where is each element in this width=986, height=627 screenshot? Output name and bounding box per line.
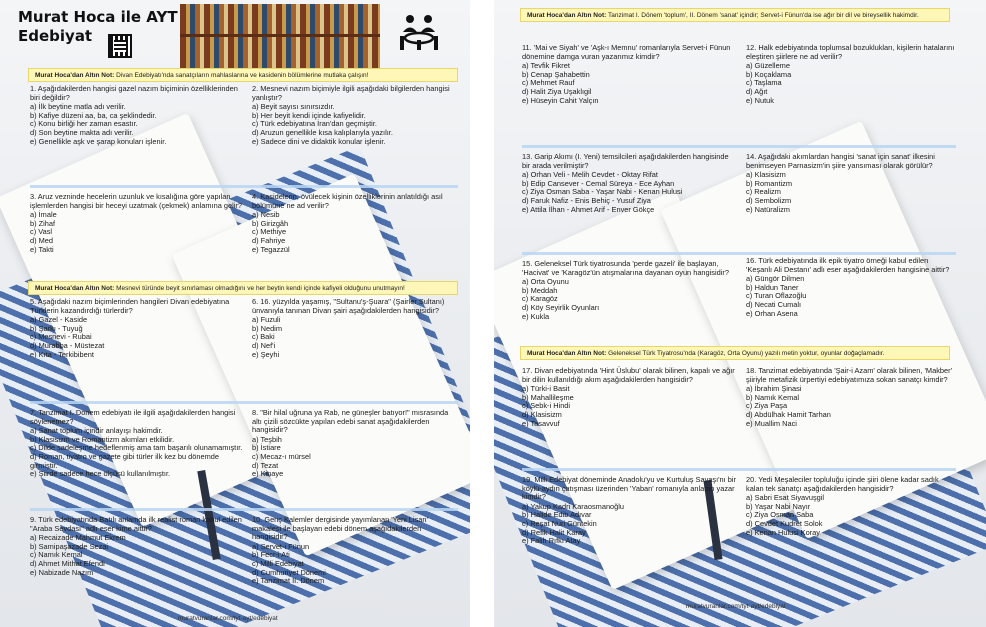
answer-option-c[interactable]: c) Karagöz — [522, 294, 558, 304]
answer-option-d[interactable]: d) Sembolizm — [746, 195, 792, 205]
answer-option-a[interactable]: a) Teşbih — [252, 434, 282, 444]
title-line-1: Murat Hoca ile AYT — [18, 8, 178, 26]
answer-option-a[interactable]: a) Orta Oyunu — [522, 277, 569, 287]
question-divider — [522, 252, 956, 255]
question-1 — [30, 85, 245, 146]
answer-option-c[interactable]: c) Namık Kemal — [30, 550, 83, 560]
answer-option-c[interactable]: c) Türk edebiyatına İran'dan geçmiştir. — [252, 119, 377, 129]
question-2 — [252, 85, 457, 146]
answer-option-b[interactable]: b) Romantizm — [746, 178, 792, 188]
answer-option-e[interactable]: e) Muallim Naci — [746, 418, 797, 428]
answer-option-c[interactable]: c) Milli Edebiyat — [252, 558, 304, 568]
answer-option-a[interactable]: a) Güngör Dilmen — [746, 274, 805, 284]
answer-option-c[interactable]: c) Reşat Nuri Güntekin — [522, 518, 597, 528]
study-group-icon — [398, 12, 440, 52]
answer-option-e[interactable]: e) Tanzimat II. Dönem — [252, 576, 325, 586]
question-7 — [30, 409, 245, 479]
golden-note-2 — [520, 346, 950, 360]
answer-option-c[interactable]: c) Ziya Osman Saba - Yaşar Nabi - Kenan Hulusi — [522, 187, 683, 197]
qr-code-icon[interactable] — [108, 34, 132, 58]
answer-option-b[interactable]: b) Kafiye düzeni aa, ba, ca şeklindedir. — [30, 110, 157, 120]
answer-option-d[interactable]: d) Med — [30, 235, 54, 245]
golden-note-label: Murat Hoca'dan Altın Not: — [527, 350, 607, 357]
golden-note-text: Divan Edebiyatı'nda sanatçıların mahlaslarına ve kasidenin bölümlerine mutlaka çalışın! — [116, 72, 369, 79]
answer-option-b[interactable]: b) Mahallileşme — [522, 392, 574, 402]
golden-note-label: Murat Hoca'dan Altın Not: — [35, 285, 115, 292]
answer-option-a[interactable]: a) Recaizade Mahmut Ekrem — [30, 533, 126, 543]
question-stem: 15. Geleneksel Türk tiyatrosunda 'perde gazeli' ile başlayan, 'Hacivat' ve 'Karagöz'ün atışmalarına dayanan oyun hangisidir? — [522, 259, 729, 277]
answer-option-b[interactable]: b) Zihaf — [30, 218, 56, 228]
answer-option-b[interactable]: b) Fecr-i Ati — [252, 550, 290, 560]
answer-option-a[interactable]: a) Beyit sayısı sınırsızdır. — [252, 102, 335, 112]
golden-note-text: Mesnevi türünde beyit sınırlaması olmadığını ve her beytin kendi içinde kafiyeli olduğunu unutmayın! — [116, 285, 405, 292]
answer-option-b[interactable]: b) Nedim — [252, 323, 282, 333]
question-stem: 16. Türk edebiyatında ilk epik tiyatro örneği kabul edilen 'Keşanlı Ali Destanı' adlı eser aşağıdakilerden hangisine aittir? — [746, 256, 950, 274]
golden-note-label: Murat Hoca'dan Altın Not: — [527, 12, 607, 19]
question-stem: 2. Mesnevi nazım biçimiyle ilgili aşağıdaki bilgilerden hangisi yanlıştır? — [252, 84, 450, 102]
answer-option-d[interactable]: d) Halit Ziya Uşaklıgil — [522, 86, 592, 96]
answer-option-b[interactable]: b) İstiare — [252, 443, 281, 453]
answer-option-e[interactable]: e) Şeyhi — [252, 349, 280, 359]
question-divider — [30, 185, 458, 188]
answer-option-c[interactable]: c) Dilde sadeleşme hedeflenmiş ama tam başarılı olunamamıştır. — [30, 443, 243, 453]
answer-option-e[interactable]: e) Tasavvuf — [522, 418, 560, 428]
answer-option-c[interactable]: c) Konu birliği her zaman esastır. — [30, 119, 138, 129]
question-stem: 18. Tanzimat edebiyatında 'Şair-i Azam' olarak bilinen, 'Makber' şiiriyle metafizik ürpertiyi edebiyatımıza sokan sanatçı kimdir? — [746, 366, 952, 384]
answer-option-e[interactable]: e) Orhan Asena — [746, 308, 798, 318]
golden-note-1 — [520, 8, 950, 22]
answer-option-b[interactable]: b) Klasisizm ve Romantizm akımları etkilidir. — [30, 434, 175, 444]
answer-option-a[interactable]: a) Sabri Esat Siyavuşgil — [746, 493, 825, 503]
answer-option-a[interactable]: a) Klasisizm — [746, 170, 786, 180]
title-line-2: Edebiyat — [18, 27, 93, 45]
answer-option-c[interactable]: c) Ziya Paşa — [746, 401, 788, 411]
question-4 — [252, 193, 457, 254]
question-stem: 12. Halk edebiyatında toplumsal bozuklukları, kişilerin hatalarını eleştiren şiirlere ne ad verilir? — [746, 43, 955, 61]
answer-option-d[interactable]: d) Ağıt — [746, 86, 768, 96]
question-20 — [746, 476, 956, 537]
answer-option-d[interactable]: d) Aruzun genellikle kısa kalıplarıyla yazılır. — [252, 127, 393, 137]
answer-option-b[interactable]: b) Koçaklama — [746, 69, 792, 79]
answer-option-b[interactable]: b) Cenap Şahabettin — [522, 69, 590, 79]
answer-option-e[interactable]: e) Tegazzül — [252, 244, 290, 254]
answer-option-e[interactable]: e) Natüralizm — [746, 204, 790, 214]
answer-option-b[interactable]: b) Halide Edib Adıvar — [522, 510, 592, 520]
worksheet-page-2 — [494, 0, 986, 627]
answer-option-e[interactable]: e) Hüseyin Cahit Yalçın — [522, 95, 599, 105]
question-16 — [746, 257, 956, 318]
answer-option-d[interactable]: d) Necati Cumalı — [746, 299, 802, 309]
question-stem: 20. Yedi Meşaleciler topluluğu içinde şiiri ölene kadar sadık kalan tek sanatçı aşağıdakilerden hangisidir? — [746, 475, 939, 493]
answer-option-d[interactable]: d) Abdülhak Hamit Tarhan — [746, 409, 831, 419]
golden-note-2 — [28, 281, 458, 295]
question-10 — [252, 516, 457, 586]
question-stem: 14. Aşağıdaki akımlardan hangisi 'sanat için sanat' ilkesini benimseyen Parnasizm'in şiire yansıması olarak görülür? — [746, 152, 935, 170]
answer-option-b[interactable]: b) Her beyit kendi içinde kafiyelidir. — [252, 110, 366, 120]
golden-note-label: Murat Hoca'dan Altın Not: — [35, 72, 115, 79]
question-stem: 13. Garip Akımı (I. Yeni) temsilcileri aşağıdakilerden hangisinde bir arada verilmiştir? — [522, 152, 729, 170]
answer-option-c[interactable]: c) Sebk-i Hindi — [522, 401, 571, 411]
question-19 — [522, 476, 737, 546]
library-bookshelf-image — [180, 4, 380, 68]
question-divider — [522, 145, 956, 148]
footer-url[interactable]: muratvuranlar.com/tyt-ayt/edebiyat — [686, 603, 786, 610]
answer-option-c[interactable]: c) Taşlama — [746, 78, 782, 88]
answer-option-e[interactable]: e) Kukla — [522, 311, 550, 321]
answer-option-b[interactable]: b) Haldun Taner — [746, 282, 799, 292]
question-stem: 3. Aruz vezninde hecelerin uzunluk ve kısalığına göre yapılan işlemlerden hangisi bir heceyi uzatmak (çekmek) anlamına gelir? — [30, 192, 242, 210]
question-17 — [522, 367, 737, 428]
answer-option-b[interactable]: b) Yaşar Nabi Nayır — [746, 501, 811, 511]
answer-option-b[interactable]: b) Samipaşazade Sezai — [30, 541, 109, 551]
answer-option-d[interactable]: d) Murabba - Müstezat — [30, 340, 105, 350]
answer-option-e[interactable]: e) Sadece dini ve didaktik konular işlenir. — [252, 136, 386, 146]
answer-option-b[interactable]: b) Girizgâh — [252, 218, 289, 228]
answer-option-e[interactable]: e) Falih Rıfkı Atay — [522, 536, 581, 546]
answer-option-d[interactable]: d) Cevdet Kudret Solok — [746, 518, 823, 528]
answer-option-e[interactable]: e) Kenan Hulusi Koray — [746, 527, 820, 537]
question-3 — [30, 193, 245, 254]
answer-option-b[interactable]: b) Meddah — [522, 285, 558, 295]
question-12 — [746, 44, 956, 105]
answer-option-e[interactable]: e) Kinaye — [252, 469, 284, 479]
answer-option-e[interactable]: e) Şiirde sadece hece ölçüsü kullanılmıştır. — [30, 469, 171, 479]
answer-option-a[interactable]: a) Orhan Veli - Melih Cevdet - Oktay Rifat — [522, 170, 658, 180]
answer-option-c[interactable]: c) Mehmet Rauf — [522, 78, 575, 88]
answer-option-c[interactable]: c) Vasl — [30, 227, 53, 237]
question-5 — [30, 298, 245, 359]
answer-option-a[interactable]: a) İbrahim Şinasi — [746, 384, 802, 394]
answer-option-d[interactable]: d) Son beytine makta adı verilir. — [30, 127, 134, 137]
question-15 — [522, 260, 737, 321]
answer-option-c[interactable]: c) Realizm — [746, 187, 781, 197]
answer-option-a[interactable]: a) Türki-i Basit — [522, 384, 570, 394]
answer-option-a[interactable]: a) İmale — [30, 210, 57, 220]
answer-option-d[interactable]: d) Klasisizm — [522, 409, 562, 419]
answer-option-b[interactable]: b) Şarkı - Tuyuğ — [30, 323, 83, 333]
question-stem: 11. 'Mai ve Siyah' ve 'Aşk-ı Memnu' romanlarıyla Servet-i Fünun dönemine damga vuran yazarımız kimdir? — [522, 43, 731, 61]
answer-option-a[interactable]: a) Yakup Kadri Karaosmanoğlu — [522, 501, 625, 511]
question-divider — [30, 401, 458, 404]
question-divider — [522, 468, 956, 471]
answer-option-a[interactable]: a) Güzelleme — [746, 61, 790, 71]
answer-option-a[interactable]: a) Fuzuli — [252, 315, 281, 325]
question-stem: 8. "Bir hilal uğruna ya Rab, ne güneşler batıyor!" mısrasında altı çizili sözcükte yapılan edebi sanat aşağıdakilerden hangisidir? — [252, 408, 449, 435]
answer-option-d[interactable]: d) Tezat — [252, 460, 279, 470]
question-6 — [252, 298, 457, 359]
question-stem: 19. Milli Edebiyat döneminde Anadolu'yu ve Kurtuluş Savaşı'nı bir köylü-aydın çatışması üzerinden 'Yaban' romanıyla anlatan yazar kimdir? — [522, 475, 736, 502]
footer-url[interactable]: muratvuranlar.com/tyt-ayt/edebiyat — [178, 615, 278, 622]
answer-option-e[interactable]: e) Nutuk — [746, 95, 774, 105]
answer-option-d[interactable]: d) Fahriye — [252, 235, 286, 245]
question-stem: 17. Divan edebiyatında 'Hint Üslubu' olarak bilinen, kapalı ve ağır bir dilin kullanıldığı akım aşağıdakilerden hangisidir? — [522, 366, 735, 384]
answer-option-a[interactable]: a) Nesib — [252, 210, 280, 220]
answer-option-c[interactable]: c) Mesnevi - Rubai — [30, 332, 92, 342]
answer-option-e[interactable]: e) Kıta - Terkibibent — [30, 349, 94, 359]
answer-option-d[interactable]: d) Nef'i — [252, 340, 276, 350]
answer-option-d[interactable]: d) Ahmet Mithat Efendi — [30, 558, 105, 568]
question-stem: 7. Tanzimat I. Dönem edebiyatı ile ilgili aşağıdakilerden hangisi söylenemez? — [30, 408, 236, 426]
answer-option-a[interactable]: a) Gazel - Kaside — [30, 315, 88, 325]
answer-option-e[interactable]: e) Takti — [30, 244, 54, 254]
answer-option-c[interactable]: c) Baki — [252, 332, 275, 342]
question-14 — [746, 153, 956, 214]
answer-option-c[interactable]: c) Methiye — [252, 227, 287, 237]
worksheet-title — [18, 8, 178, 46]
answer-option-b[interactable]: b) Namık Kemal — [746, 392, 799, 402]
answer-option-e[interactable]: e) Attila İlhan - Ahmet Arif - Enver Gökçe — [522, 204, 655, 214]
golden-note-text: Geleneksel Türk Tiyatrosu'nda (Karagöz, Orta Oyunu) yazılı metin yoktur, oyunlar doğaçlamadır. — [608, 350, 885, 357]
answer-option-d[interactable]: d) Cumhuriyet Dönemi — [252, 567, 326, 577]
answer-option-a[interactable]: a) Sanat toplum içindir anlayışı hakimdir. — [30, 426, 163, 436]
answer-option-d[interactable]: d) Köy Seyirlik Oyunları — [522, 302, 600, 312]
question-stem: 1. Aşağıdakilerden hangisi gazel nazım biçiminin özelliklerinden biri değildir? — [30, 84, 238, 102]
question-divider — [30, 508, 458, 511]
answer-option-a[interactable]: a) Servet-i Fünun — [252, 541, 310, 551]
question-stem: 5. Aşağıdaki nazım biçimlerinden hangileri Divan edebiyatına Türklerin kazandırdığı türlerdir? — [30, 297, 230, 315]
answer-option-d[interactable]: d) Refik Halit Karay — [522, 527, 586, 537]
golden-note-text: Tanzimat I. Dönem 'toplum', II. Dönem 'sanat' içindir; Servet-i Fünun'da ise ağır bir dil ve bireysellik hakimdir. — [608, 12, 919, 19]
question-11 — [522, 44, 737, 105]
worksheet-page-1 — [0, 0, 470, 627]
answer-option-c[interactable]: c) Ziya Osman Saba — [746, 510, 814, 520]
golden-note-1 — [28, 68, 458, 82]
answer-option-c[interactable]: c) Mecaz-ı mürsel — [252, 451, 311, 461]
answer-option-c[interactable]: c) Turan Oflazoğlu — [746, 291, 807, 301]
answer-option-a[interactable]: a) Tevfik Fikret — [522, 61, 570, 71]
answer-option-d[interactable]: d) Faruk Nafiz - Enis Behiç - Yusuf Ziya — [522, 195, 651, 205]
question-13 — [522, 153, 737, 214]
answer-option-b[interactable]: b) Edip Cansever - Cemal Süreya - Ece Ayhan — [522, 178, 675, 188]
answer-option-d[interactable]: d) Roman, tiyatro ve gazete gibi türler ilk kez bu dönemde girmiştir. — [30, 451, 219, 470]
question-18 — [746, 367, 956, 428]
question-8 — [252, 409, 457, 479]
question-stem: 6. 16. yüzyılda yaşamış, "Sultanu'ş-Şuara" (Şairler Sultanı) ünvanıyla tanınan Divan şairi aşağıdakilerden hangisidir? — [252, 297, 445, 315]
question-stem: 4. Kasidelerin, övülecek kişinin özelliklerinin anlatıldığı asıl bölümüne ne ad verilir? — [252, 192, 443, 210]
question-9 — [30, 516, 245, 577]
answer-option-a[interactable]: a) İlk beytine matla adı verilir. — [30, 102, 126, 112]
answer-option-e[interactable]: e) Nabizade Nazım — [30, 567, 94, 577]
question-stem: 10. Genç Kalemler dergisinde yayımlanan 'Yeni Lisan' makalesi ile başlayan edebi dönem aşağıdakilerden hangisidir? — [252, 515, 428, 542]
question-stem: 9. Türk edebiyatında Batılı anlamda ilk realist roman kabul edilen "Araba Sevdası" adlı eser kime aittir? — [30, 515, 242, 533]
answer-option-e[interactable]: e) Genellikle aşk ve şarap konuları işlenir. — [30, 136, 167, 146]
